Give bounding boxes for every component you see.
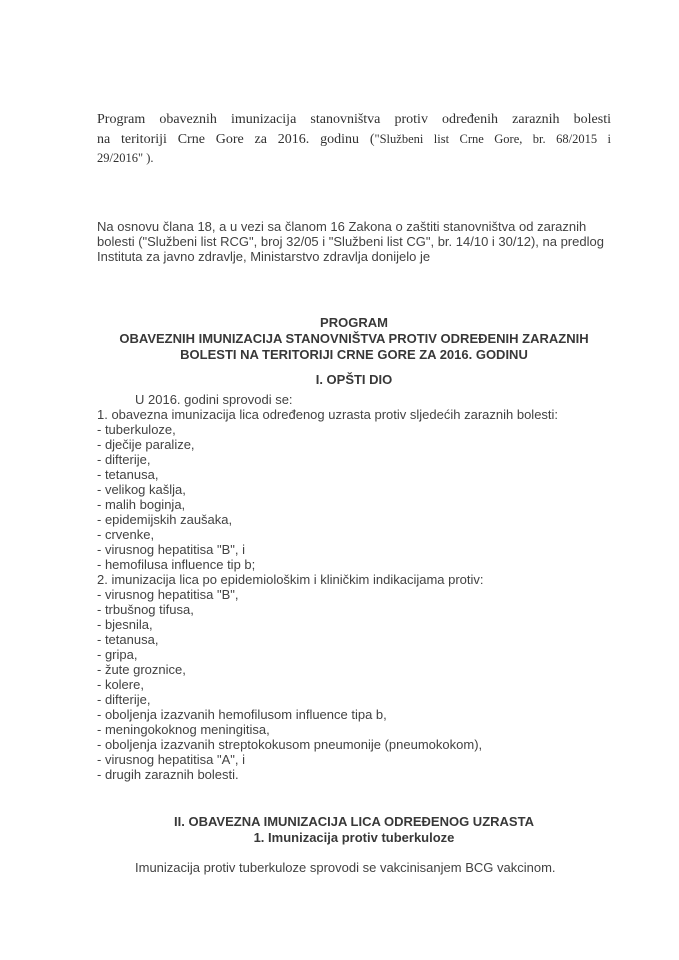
body-line: - dječije paralize, — [97, 437, 195, 453]
title-line — [97, 110, 611, 130]
body-line: - kolere, — [97, 677, 144, 693]
body-line: - žute groznice, — [97, 662, 186, 678]
title-citation: 29/2016" ). — [97, 151, 154, 165]
body-line: - difterije, — [97, 692, 151, 708]
intro-line: bolesti ("Službeni list RCG", broj 32/05 i "Službeni list CG", br. 14/10 i 30/12), na predlog — [97, 233, 604, 249]
body-line: - tetanusa, — [97, 632, 159, 648]
title-citation: "Službeni list Crne Gore, br. 68/2015 i — [374, 131, 611, 146]
heading-line: PROGRAM — [320, 314, 388, 330]
body-line: 1. obavezna imunizacija lica određenog uzrasta protiv sljedećih zaraznih bolesti: — [97, 407, 559, 423]
title-text: Program obaveznih imunizacija stanovništva protiv određenih zaraznih bolesti — [97, 112, 611, 127]
section2-heading — [97, 814, 611, 846]
body-line: - virusnog hepatitisa "B", — [97, 587, 239, 603]
body-line: - gripa, — [97, 647, 138, 663]
document-title — [97, 110, 611, 169]
body-line: - meningokoknog meningitisa, — [97, 722, 270, 738]
body-line: - trbušnog tifusa, — [97, 602, 194, 618]
body-line: - hemofilusa influence tip b; — [97, 557, 256, 573]
section1-heading: I. OPŠTI DIO — [315, 372, 393, 388]
body-line: - virusnog hepatitisa "B", i — [97, 542, 245, 558]
body-line: 2. imunizacija lica po epidemiološkim i kliničkim indikacijama protiv: — [97, 572, 484, 588]
body-line: - velikog kašlja, — [97, 482, 186, 498]
intro-line: Na osnovu člana 18, a u vezi sa članom 16 Zakona o zaštiti stanovništva od zaraznih — [97, 218, 587, 234]
body-line: - oboljenja izazvanih hemofilusom influence tipa b, — [97, 707, 387, 723]
heading-line: 1. Imunizacija protiv tuberkuloze — [253, 830, 455, 846]
body-line: - difterije, — [97, 452, 151, 468]
intro-paragraph — [97, 219, 611, 264]
body-line: - oboljenja izazvanih streptokokusom pneumonije (pneumokokom), — [97, 737, 483, 753]
heading-line: II. OBAVEZNA IMUNIZACIJA LICA ODREĐENOG UZRASTA — [174, 814, 534, 830]
title-text: na teritoriji Crne Gore za 2016. godinu ( — [97, 131, 375, 147]
body-line: - epidemijskih zaušaka, — [97, 512, 233, 528]
body-line: - drugih zaraznih bolesti. — [97, 767, 239, 783]
body-line: - tuberkuloze, — [97, 422, 176, 438]
body-section — [97, 392, 611, 782]
body-line: - virusnog hepatitisa "A", i — [97, 752, 245, 768]
intro-line: Instituta za javno zdravlje, Ministarstvo zdravlja donijelo je — [97, 248, 431, 264]
heading-line: BOLESTI NA TERITORIJI CRNE GORE ZA 2016. GODINU — [180, 346, 528, 362]
body-intro-line: U 2016. godini sprovodi se: — [135, 392, 293, 408]
title-line — [97, 130, 611, 150]
heading-line: OBAVEZNIH IMUNIZACIJA STANOVNIŠTVA PROTIV ODREĐENIH ZARAZNIH — [119, 330, 589, 346]
body-list — [97, 407, 611, 782]
closing-paragraph: Imunizacija protiv tuberkuloze sprovodi se vakcinisanjem BCG vakcinom. — [135, 859, 556, 875]
body-line: - tetanusa, — [97, 467, 159, 483]
body-line: - crvenke, — [97, 527, 155, 543]
body-line: - bjesnila, — [97, 617, 153, 633]
body-line: - malih boginja, — [97, 497, 186, 513]
program-heading — [97, 315, 611, 364]
title-line — [97, 149, 611, 169]
